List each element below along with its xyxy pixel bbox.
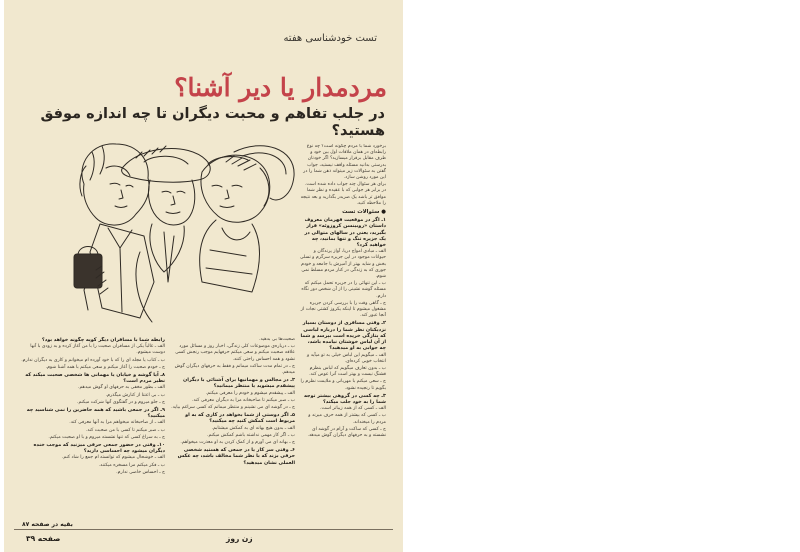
question: ۱۰ـ وقتی در حضور جمعی حرفی میزنید که موجب خنده دیگران میشود چه احساسی دارید؟ <box>33 442 165 455</box>
answer-option: ب ـ فکر میکنم مرا مسخره میکنند. <box>98 462 165 468</box>
answer-option: ج ـ در تمام مدت ساکت میمانم و فقط به حرفهای دیگران گوش میدهم. <box>174 363 295 376</box>
page-title: مردمدار یا دیر آشنا؟ <box>174 73 387 102</box>
magazine-brand: زن روز <box>226 534 253 543</box>
answer-option: ب ـ بی اعتنا از کنارش میگذرم. <box>105 392 165 398</box>
continued-note: بقیه در صفحه ۸۷ <box>22 521 73 528</box>
answer-option: ج ـ گاهی وقت را با بررسی کردن جزیره مشغول میشوم تا اینکه یکروز کشتی نجات از آنجا عبور کند. <box>300 300 386 319</box>
answer-option: الف ـ غالباً یکی از مسافران صحبت را با من آغاز کرده و به زودی با آنها دوست میشوم. <box>30 344 165 356</box>
answer-option: ب ـ بدون تعارف میگویم که لباس بنظرم قشنگ نیست و بهتر است آنرا عوض کند. <box>309 365 386 378</box>
paragraph: صحبت‌ها بی بدهید. <box>259 337 295 342</box>
answer-option: الف ـ کسی که از همه زیباتر است. <box>320 406 386 412</box>
answer-option: ج ـ خودم صحبت را آغاز میکنم و سعی میکنم با همه آشنا شوم. <box>45 364 165 370</box>
answer-option: ج ـ جلو میروم و در گفتگوی آنها شرکت میکنم. <box>77 399 165 405</box>
answer-option: الف ـ خوشحال میشوم که توانسته ام جمع را شاد کنم. <box>61 455 165 461</box>
answer-option: ب ـ درباره‌ی موضوعات کلی زندگی، اخبار روز و مسائل مورد علاقه صحبت میکنم و سعی میکنم حرفهایم موجب رنجش کسی نشود و همه احساس راحتی کنند. <box>175 344 295 362</box>
answer-option: ج ـ احساس خاصی ندارم. <box>116 469 165 475</box>
answer-option: ب ـ اگر کار مهمی نداشته باشم کمکش میکنم. <box>207 432 295 438</box>
answer-option: الف ـ بطور مخفی به حرفهای او گوش میدهم. <box>78 385 165 391</box>
illustration-three-women <box>66 132 298 338</box>
question: ۸ـ آیا گوشه و خیابان یا مهمانی ها شخصی صحبت میکند که نظیر مردم است؟ <box>25 372 165 385</box>
section-heading: ● سئوالات تست <box>342 209 386 216</box>
question: رابطه شما با مسافران دیگر کوپه چگونه خواهد بود؟ <box>41 337 165 343</box>
text-column-left <box>20 337 165 530</box>
answer-option: الف ـ پیشقدم میشوم و خودم را معرفی میکنم. <box>205 390 295 396</box>
page-subtitle: در جلب تفاهم و محبت دیگران تا چه اندازه موفق هستید؟ <box>40 106 385 140</box>
answer-option: ج ـ به سراغ کسی که تنها نشسته میروم و با او صحبت میکنم. <box>48 434 165 440</box>
answer-option: ب ـ کتاب یا مجله ای را که با خود آورده ام میخوانم و کاری به دیگران ندارم. <box>21 357 165 363</box>
question: ۲ـ وقتی مسافری از دوستان بسیار نزدیکتان نظر شما را درباره لباسی که بتازگی خریده است بپرسد و شما از آن لباس خوشتان نیامده باشد، چه جوابی به او میدهید؟ <box>300 320 386 352</box>
footer-divider <box>14 529 393 530</box>
question: ۹ـ اگر در جمعی باشید که همه حاضرین را نمی شناسید چه میکنید؟ <box>26 407 165 420</box>
answer-option: ب ـ صبر میکنم تا صاحبخانه مرا به دیگران معرفی کند. <box>192 397 295 403</box>
answer-option: ج ـ بهانه ای می آورم و از کمک کردن به او معذرت میخواهم. <box>180 440 295 446</box>
text-column-right <box>300 144 386 530</box>
magazine-page <box>4 0 403 552</box>
question: ۳ـ چه کسی در گروهی بیشتر توجه شما را به خود جلب میکند؟ <box>304 392 386 405</box>
answer-option: ج ـ در گوشه ای می نشینم و منتظر میمانم که کسی سراغم بیاید. <box>171 405 295 411</box>
question: ۶ـ وقتی سر کار یا در جمعی که هستید شخصی حرفی بزند که با نظر شما مخالف باشد، چه عکس العملی نشان میدهید؟ <box>177 447 295 466</box>
answer-option: ب ـ صبر میکنم تا کسی با من صحبت کند. <box>85 427 165 433</box>
answer-option: ب ـ کسی که بیشتر از همه حرف میزند و مردم را میخنداند. <box>308 413 386 425</box>
series-label: تست خودشناسی هفته <box>283 33 377 44</box>
question: ۱ـ اگر در موقعیت قهرمان معروف داستان «روبینسن کروزوئه» قرار بگیرید، یعنی در سالهای متوالی در یک جزیره تنگ و تنها بمانید، چه خواهید کرد؟ <box>304 217 386 249</box>
paragraph: برای هر سئوال چند جواب داده شده است. در برابر هر جوابی که با عقیده و نظر شما موافق تر باشد یک ضربدر بگذارید و بعد نتیجه را ملاحظه کنید. <box>300 182 386 206</box>
text-column-middle <box>171 337 295 530</box>
answer-option: الف ـ از صاحبخانه میخواهم مرا به آنها معرفی کند. <box>69 420 165 426</box>
answer-option: الف ـ میگویم این لباس خیلی به تو میآید و انتخاب خوبی کرده‌ای. <box>307 352 386 364</box>
paragraph: برخورد شما با مردم چگونه است؟ چه نوع رابطه‌ای در همان ملاقات اول بین خود و طرف مقابل برقرار میسازید؟ اگر خودتان بدرستی بدانید مسئله واقف نیستید، جواب گفتن به سئوالات زیر میتواند ذهن شما را در این مورد روشن سازد. <box>303 144 386 181</box>
answer-option: ج ـ سعی میکنم با مهربانی و ملایمت نظرم را بگویم تا رنجیده نشود. <box>300 379 386 391</box>
answer-option: الف ـ مبادی امواج دریا، آواز پرندگان و حیوانات موجود در این جزیره سرگرم و تسلی بخش و شاید بهتر از آمیزش با جامعه و خودم جوری که به زندگی در کنار مردم مسلط نمی شوم. <box>300 249 386 280</box>
answer-option: ب ـ این تنهائی را در جزیره تحمل میکنم که مسئله گوشه نشینی را از آن شخص دور نگاه دارم. <box>301 281 386 299</box>
question: ۵ـ اگر دوستی از شما بخواهد در کاری که به او مربوط است کمکش کنید چه میکنید؟ <box>185 412 295 425</box>
answer-option: ج ـ کسی که ساکت و آرام در گوشه ای نشسته و به حرفهای دیگران گوش میدهد. <box>307 426 386 438</box>
answer-option: الف ـ بدون هیچ بهانه ای به کمکش میشتابم. <box>211 425 295 431</box>
question: ۴ـ در مجالس و مهمانیها برای آشنائی با دیگران پیشقدم میشوید یا منتظر میمانید؟ <box>183 377 295 390</box>
page-number: صفحه ۳۹ <box>26 534 61 543</box>
